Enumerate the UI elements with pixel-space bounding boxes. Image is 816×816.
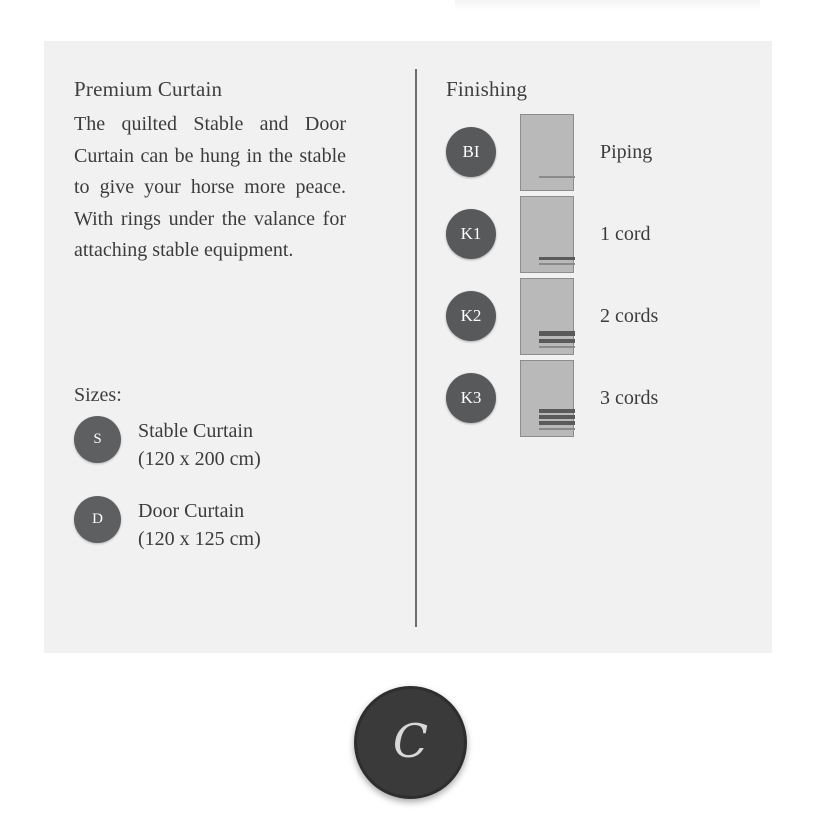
finishing-label: 1 cord: [600, 222, 651, 245]
top-edge-artifact: [455, 0, 760, 10]
sizes-list: [74, 416, 394, 576]
column-divider: [415, 69, 417, 627]
finishing-code-badge-icon: K2: [446, 291, 496, 341]
list-item: [446, 357, 756, 439]
finishing-code-badge-icon: K3: [446, 373, 496, 423]
list-item: [74, 416, 394, 474]
size-details: [138, 416, 261, 474]
list-item: [446, 193, 756, 275]
finishing-title: Finishing: [446, 77, 528, 101]
cord-line: [539, 415, 575, 419]
product-info-panel: [44, 41, 772, 653]
curtain-swatch-icon: [520, 196, 574, 273]
piping-line: [539, 428, 575, 430]
size-dimensions: (120 x 125 cm): [138, 528, 261, 551]
list-item: [446, 275, 756, 357]
brand-logo: [354, 686, 467, 799]
sizes-heading: Sizes:: [74, 384, 122, 406]
piping-line: [539, 346, 575, 348]
piping-line: [539, 263, 575, 265]
list-item: [446, 111, 756, 193]
list-item: [74, 496, 394, 554]
finishing-label: 2 cords: [600, 304, 659, 327]
finishing-options-list: [446, 111, 756, 439]
finishing-label: Piping: [600, 140, 653, 163]
size-name: Door Curtain: [138, 499, 245, 522]
finishing-code-badge-icon: K1: [446, 209, 496, 259]
finishing-label: 3 cords: [600, 386, 659, 409]
cord-line: [539, 421, 575, 425]
cord-line: [539, 339, 575, 343]
size-dimensions: (120 x 200 cm): [138, 448, 261, 471]
logo-monogram: C: [392, 713, 429, 768]
cord-line: [539, 331, 575, 336]
product-description-column: [74, 77, 374, 267]
size-name: Stable Curtain: [138, 420, 253, 442]
finishing-code-badge-icon: BI: [446, 127, 496, 177]
curtain-swatch-icon: [520, 278, 574, 355]
piping-line: [539, 176, 575, 178]
cord-line: [539, 409, 575, 413]
curtain-swatch-icon: [520, 114, 574, 191]
cord-line: [539, 257, 575, 260]
size-badge-icon: D: [74, 496, 121, 543]
product-description: The quilted Stable and Door Curtain can be hung in the stable to give your horse more peace. With rings under the valance for attaching stable equipment.: [74, 113, 346, 262]
product-title: Premium Curtain: [74, 77, 223, 101]
panel-columns: [44, 41, 772, 653]
size-badge-icon: S: [74, 416, 121, 463]
finishing-column: [446, 77, 746, 109]
curtain-swatch-icon: [520, 360, 574, 437]
size-details: [138, 496, 261, 554]
